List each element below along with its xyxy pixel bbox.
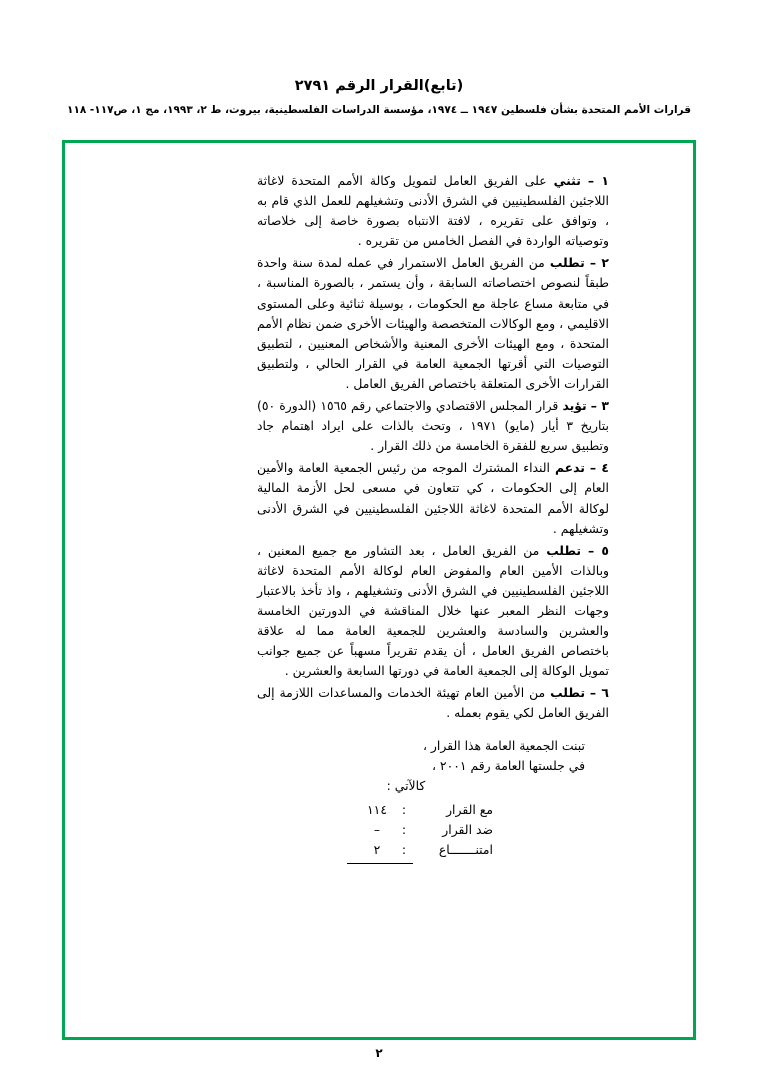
tally-colon-abstentions: : <box>401 842 407 857</box>
paragraph-5-verb: تطلب <box>546 542 582 558</box>
tally-colon-in-favour: : <box>401 801 407 817</box>
tally-value-in-favour: ١١٤ <box>367 801 387 817</box>
paragraph-6-verb: تطلب <box>550 685 585 701</box>
page-number: ٢ <box>375 1046 383 1060</box>
content-frame <box>62 140 696 1040</box>
tally-label-abstentions: امتنـــــــاع <box>438 842 493 857</box>
tally-colon-against: : <box>401 821 407 837</box>
tally-value-against: – <box>373 821 381 837</box>
paragraph-2 <box>257 253 609 394</box>
adoption-note <box>257 736 609 796</box>
paragraph-2-number: ٢ – <box>589 255 609 271</box>
paragraph-5 <box>257 541 609 682</box>
vote-tally <box>257 800 609 864</box>
paragraph-5-text: من الفريق العامل ، بعد التشاور مع جميع المعنين ، وبالذات الأمين العام والمفوض العام لوكالة الأمم المتحدة لاغاثة اللاجئين الفلسطينيين في الشرق الأدنى وتشغيلهم ، واذ تأخذ بالاعتبار وجهات النظر المعبر عنها خلال المناقشة في الدورتين الخامسة والعشرين والسادسة والعشرين للجمعية العامة مما له علاقة باختصاص الفريق العامل ، أن يقدم تقريراً مسهباً عن جميع جوانب تمويل الوكالة إلى الجمعية العامة في دورتها السابعة والعشرين . <box>257 542 609 679</box>
resolution-body <box>257 171 609 864</box>
tally-row <box>257 800 609 820</box>
paragraph-6 <box>257 683 609 723</box>
paragraph-1-number: ١ – <box>587 173 609 188</box>
tally-value-abstentions: ٢ <box>373 842 381 857</box>
paragraph-2-text: من الفريق العامل الاستمرار في عمله لمدة سنة واحدة طبقاً لنصوص اختصاصاته السابقة ، وأن يستمر ، بالصورة المناسبة ، في متابعة مساع عاجلة مع الحكومات ، بوسيلة ثنائية وعلى المستوى الاقليمي ، ومع الوكالات المتخصصة والهيئات الأخرى ضمن نظام الأمم المتحدة ، ومع الهيئات الأخرى المعنية والأشخاص المعنيين ، لتطبيق التوصيات التي أقرتها الجمعية العامة في القرار الحالي ، ولتطبيق القرارات الأخرى المتعلقة باختصاص الفريق العامل . <box>257 255 609 391</box>
paragraph-4-verb: تدعم <box>554 460 585 476</box>
adoption-line-3: كالآتي : <box>386 777 426 793</box>
paragraph-3 <box>257 396 609 456</box>
tally-label-against: ضد القرار <box>442 821 493 837</box>
adoption-line-1: تبنت الجمعية العامة هذا القرار ، <box>422 737 585 753</box>
page-title: (تابع)القرار الرقم ٢٧٩١ <box>294 78 464 94</box>
paragraph-1-verb: تثني <box>553 173 581 188</box>
paragraph-1-text: على الفريق العامل لتمويل وكالة الأمم المتحدة لاغاثة اللاجئين الفلسطينيين في الشرق الأدنى وتشغيلهم للعمل الذي قام به ، وتوافق على تقريره ، لافتة الانتباه بصورة خاصة إلى خلاصاته وتوصياته الواردة في الفصل الخامس من تقريره . <box>257 173 609 249</box>
paragraph-4-text: النداء المشترك الموجه من رئيس الجمعية العامة والأمين العام إلى الحكومات ، كي تتعاون في مسعى لحل الأزمة المالية لوكالة الأمم المتحدة لاغاثة اللاجئين الفلسطينيين في الشرق الأدنى وتشغيلهم . <box>257 460 609 536</box>
tally-label-in-favour: مع القرار <box>446 801 493 817</box>
paragraph-5-number: ٥ – <box>587 542 609 558</box>
adoption-line-2: في جلستها العامة رقم ٢٠٠١ ، <box>431 757 585 773</box>
tally-underline <box>347 863 413 864</box>
paragraph-6-text: من الأمين العام تهيئة الخدمات والمساعدات اللازمة إلى الفريق العامل لكي يقوم بعمله . <box>257 685 609 721</box>
paragraph-3-verb: تؤيد <box>562 398 587 414</box>
paragraph-4 <box>257 458 609 538</box>
source-citation: قرارات الأمم المتحدة بشأن فلسطين ١٩٤٧ ــ ١٩٧٤، مؤسسة الدراسات الفلسطينية، بيروت، ط ٢، ١٩٩٣، مج ١، ص١١٧- ١١٨ <box>67 104 691 116</box>
paragraph-3-text: قرار المجلس الاقتصادي والاجتماعي رقم ١٥٦٥ (الدورة ٥٠) بتاريخ ٣ أيار (مايو) ١٩٧١ ، وتحث بالذات على ايراد اهتمام جاد وتطبيق سريع للفقرة الخامسة من ذلك القرار . <box>257 398 609 454</box>
paragraph-6-number: ٦ – <box>589 685 609 701</box>
tally-row <box>257 840 609 860</box>
paragraph-4-number: ٤ – <box>589 460 609 476</box>
paragraph-1 <box>257 171 609 251</box>
tally-row <box>257 820 609 840</box>
paragraph-2-verb: تطلب <box>549 255 585 271</box>
paragraph-3-number: ٣ – <box>590 398 609 414</box>
